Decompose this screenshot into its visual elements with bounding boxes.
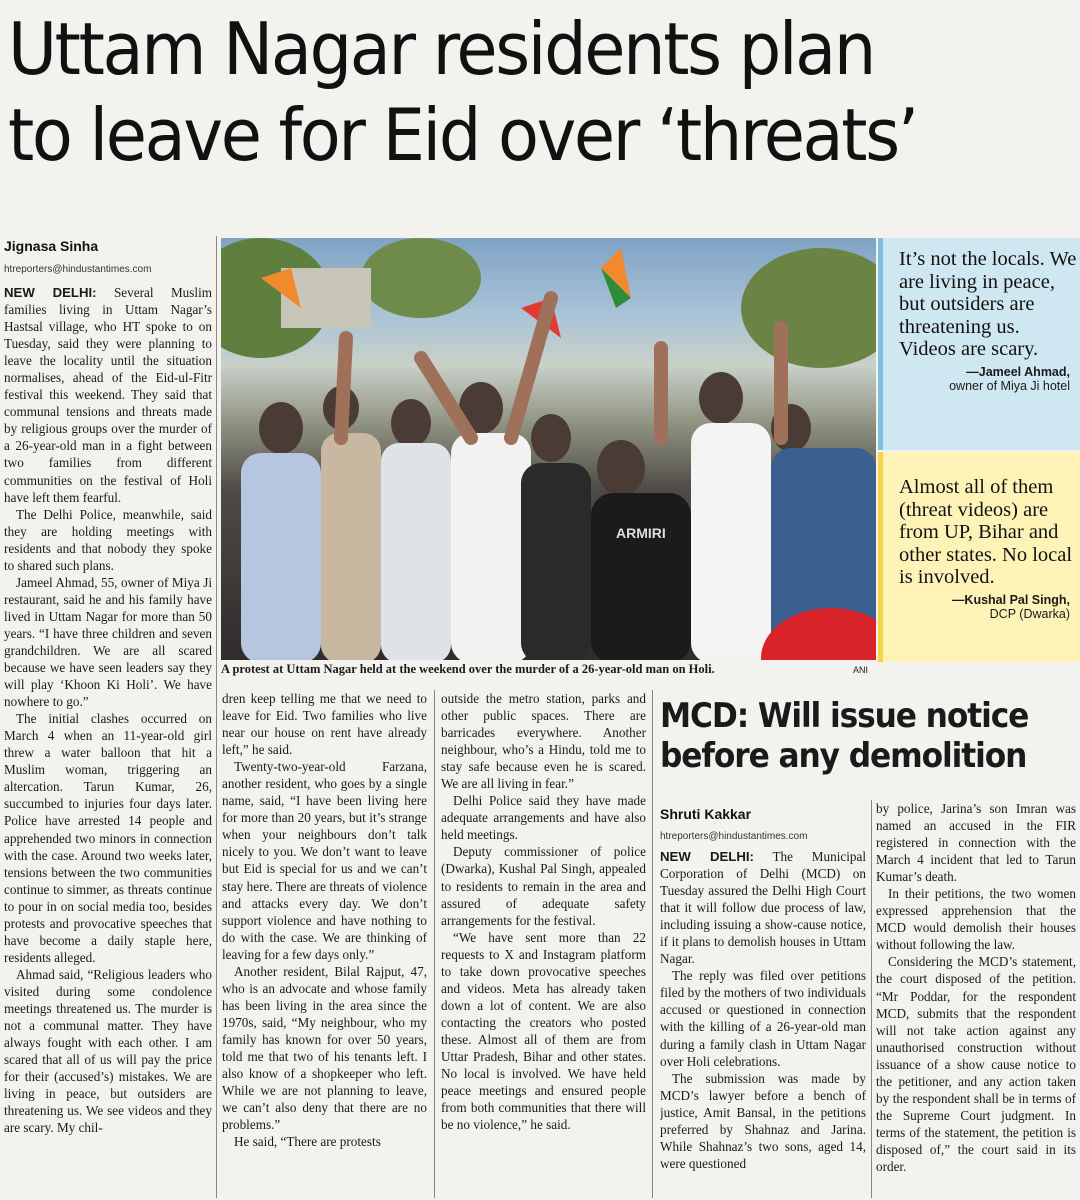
- shirt-text: ARMIRI: [616, 525, 666, 541]
- pull-quote-2: [878, 452, 1080, 662]
- paragraph: dren keep telling me that we need to leave for Eid. Two families who live near our house on rent have already left,” he said.: [222, 691, 427, 758]
- second-headline: [660, 696, 1046, 776]
- pull-quote-text: It’s not the locals. We are living in peace, but outsiders are threatening us. Videos are scary.: [899, 248, 1077, 360]
- byline-email: htreporters@hindustantimes.com: [4, 264, 152, 275]
- paragraph: He said, “There are protests: [234, 1134, 381, 1150]
- second-headline-line-2: before any demolition: [660, 736, 1027, 776]
- column-rule: [652, 690, 653, 1198]
- paragraph: In their petitions, the two women expressed apprehension that the MCD would demolish their houses without following the law.: [876, 886, 1076, 953]
- paragraph: The reply was filed over petitions filed by the mothers of two individuals accused or questioned in connection with the killing of a 26-year-old man during a family clash in Uttam Nagar over Holi celebrations.: [660, 968, 866, 1069]
- paragraph: Several Muslim families living in Uttam Nagar’s Hastsal village, who HT spoke to on Tuesday, said they were planning to leave the locality until the situation normalises, ahead of the Eid-ul-Fitr festival this weekend. They said that communal tensions and threats made by religious groups over the murder of a 26-year-old man in a fight between two families from different communities on the festival of Holi have left them fearful.: [4, 285, 212, 505]
- dateline: NEW DELHI:: [4, 285, 97, 300]
- paragraph: by police, Jarina’s son Imran was named an accused in the FIR registered in connection with the March 4 incident that led to Tarun Kumar’s death.: [876, 801, 1076, 885]
- paragraph: Deputy commissioner of police (Dwarka), Kushal Pal Singh, appealed to residents to remain in the area and assured of adequate safety arrangements for the festival.: [441, 844, 646, 928]
- paragraph: Another resident, Bilal Rajput, 47, who is an advocate and whose family has been living in the area since the 1970s, said, “My neighbour, who my family has known for over 50 years, told me that two of his tenants left. I also know of a shopkeeper who left. While we are not planning to leave, we can’t also deny that there are no problems.”: [222, 963, 427, 1133]
- second-byline: Shruti Kakkar: [660, 806, 752, 822]
- pull-quote-attribution: —Jameel Ahmad,: [966, 364, 1070, 379]
- pull-quote-role: owner of Miya Ji hotel: [949, 378, 1070, 393]
- paragraph: Twenty-two-year-old Farzana, another resident, who goes by a single name, said, “I have been living here for more than 20 years, but it’s strange when your neighbours don’t talk nicely to you. We don’t want to leave but Eid is special for us and we can’t stay here. There are threats of violence and attacks every day. We don’t support violence and have nothing to do with the case. We are thinking of leaving for a few days only.”: [222, 759, 427, 962]
- paragraph: The initial clashes occurred on March 4 when an 11-year-old girl threw a water balloon that hit a Muslim woman, triggering an altercation. Tarun Kumar, 26, succumbed to injuries four days later. Police have arrested 14 people and apprehended two minors in connection with the case. Around two weeks later, tensions between the two communities continue to simmer, as threats continue to pour in on social media too, besides protests and provocative speeches that have become a daily staple here, residents alleged.: [4, 711, 212, 965]
- paragraph: Jameel Ahmad, 55, owner of Miya Ji restaurant, said he and his family have lived in Uttam Nagar for more than 50 years. “I have three children and seven grandchildren. We are all scared because we have seen leaders say they will play ‘Khoon Ki Holi’. We have nowhere to go.”: [4, 574, 212, 710]
- pull-quote-role: DCP (Dwarka): [989, 606, 1070, 621]
- second-byline-email: htreporters@hindustantimes.com: [660, 831, 808, 842]
- protest-photo: [221, 238, 876, 660]
- second-headline-line-1: MCD: Will issue notice: [660, 696, 1029, 736]
- paragraph: Considering the MCD’s statement, the court disposed of the petition. “Mr Poddar, for the respondent MCD, submits that the respondent will not take action against any unauthorised construction without issuance of a show cause notice to the petitioner, and any action taken by the respondent shall be in terms of the Supreme Court judgment. In terms of the statement, the petition is disposed of,” the court said in its order.: [876, 954, 1076, 1174]
- dateline: NEW DELHI:: [660, 849, 754, 864]
- article-column-3: [441, 690, 646, 1198]
- paragraph: “We have sent more than 22 requests to X and Instagram platform to take down provocative speeches and videos. Meta has already taken down a lot of content. We are also contacting the creators who posted these. Almost all of them are from Uttar Pradesh, Bihar and other states. No local is involved. We have held peace meetings and ensured people from both communities that there will be no violence,” he said.: [441, 929, 646, 1133]
- byline: Jignasa Sinha: [4, 238, 99, 254]
- paragraph: The submission was made by MCD’s lawyer before a bench of justice, Amit Bansal, in the petitions preferred by Shahnaz and Jarina. While Shahnaz’s two sons, aged 14, were questioned: [660, 1070, 866, 1171]
- photo-credit: ANI: [853, 665, 869, 675]
- paragraph: outside the metro station, parks and other public spaces. There are barricades everywhere. Another neighbour, who’s a Hindu, told me to stay safe because even he is scared. We are all living in fear.”: [441, 691, 646, 792]
- paragraph: The Delhi Police, meanwhile, said they are holding meetings with residents and that nobody they spoke to shared such plans.: [4, 506, 212, 573]
- pull-quote-1: [878, 238, 1080, 450]
- second-article-column-2: [876, 800, 1076, 1198]
- pull-quote-attribution: —Kushal Pal Singh,: [951, 592, 1070, 607]
- article-column-1: [4, 284, 212, 1196]
- paragraph: Ahmad said, “Religious leaders who visited during some condolence meetings threatened us. The murder is not a communal matter. They have always fought with each other. I am scared that all of us will pay the price for their (accused’s) mistakes. We are living in peace, but outsiders are threatening us. We see videos and they are scary. My chil-: [4, 966, 212, 1136]
- main-headline: [8, 6, 999, 178]
- headline-line-2: to leave for Eid over ‘threats’: [8, 93, 917, 177]
- column-rule: [871, 800, 872, 1198]
- column-rule: [216, 236, 217, 1198]
- paragraph: Delhi Police said they have made adequate arrangements and have also held meetings.: [441, 793, 646, 843]
- photo-caption: A protest at Uttam Nagar held at the weekend over the murder of a 26-year-old man on Holi.: [221, 662, 715, 676]
- headline-line-1: Uttam Nagar residents plan: [8, 7, 874, 91]
- pull-quote-text: Almost all of them (threat videos) are from UP, Bihar and other states. No local is involved.: [899, 476, 1073, 588]
- column-rule: [434, 690, 435, 1198]
- second-article-column-1: [660, 848, 866, 1198]
- protest-photo-illustration: [221, 238, 876, 660]
- paragraph: The Municipal Corporation of Delhi (MCD) on Tuesday assured the Delhi High Court that it will follow due process of law, including issuing a show-cause notice, if it plans to demolish houses in Uttam Nagar.: [660, 849, 866, 967]
- article-column-2: [222, 690, 427, 1198]
